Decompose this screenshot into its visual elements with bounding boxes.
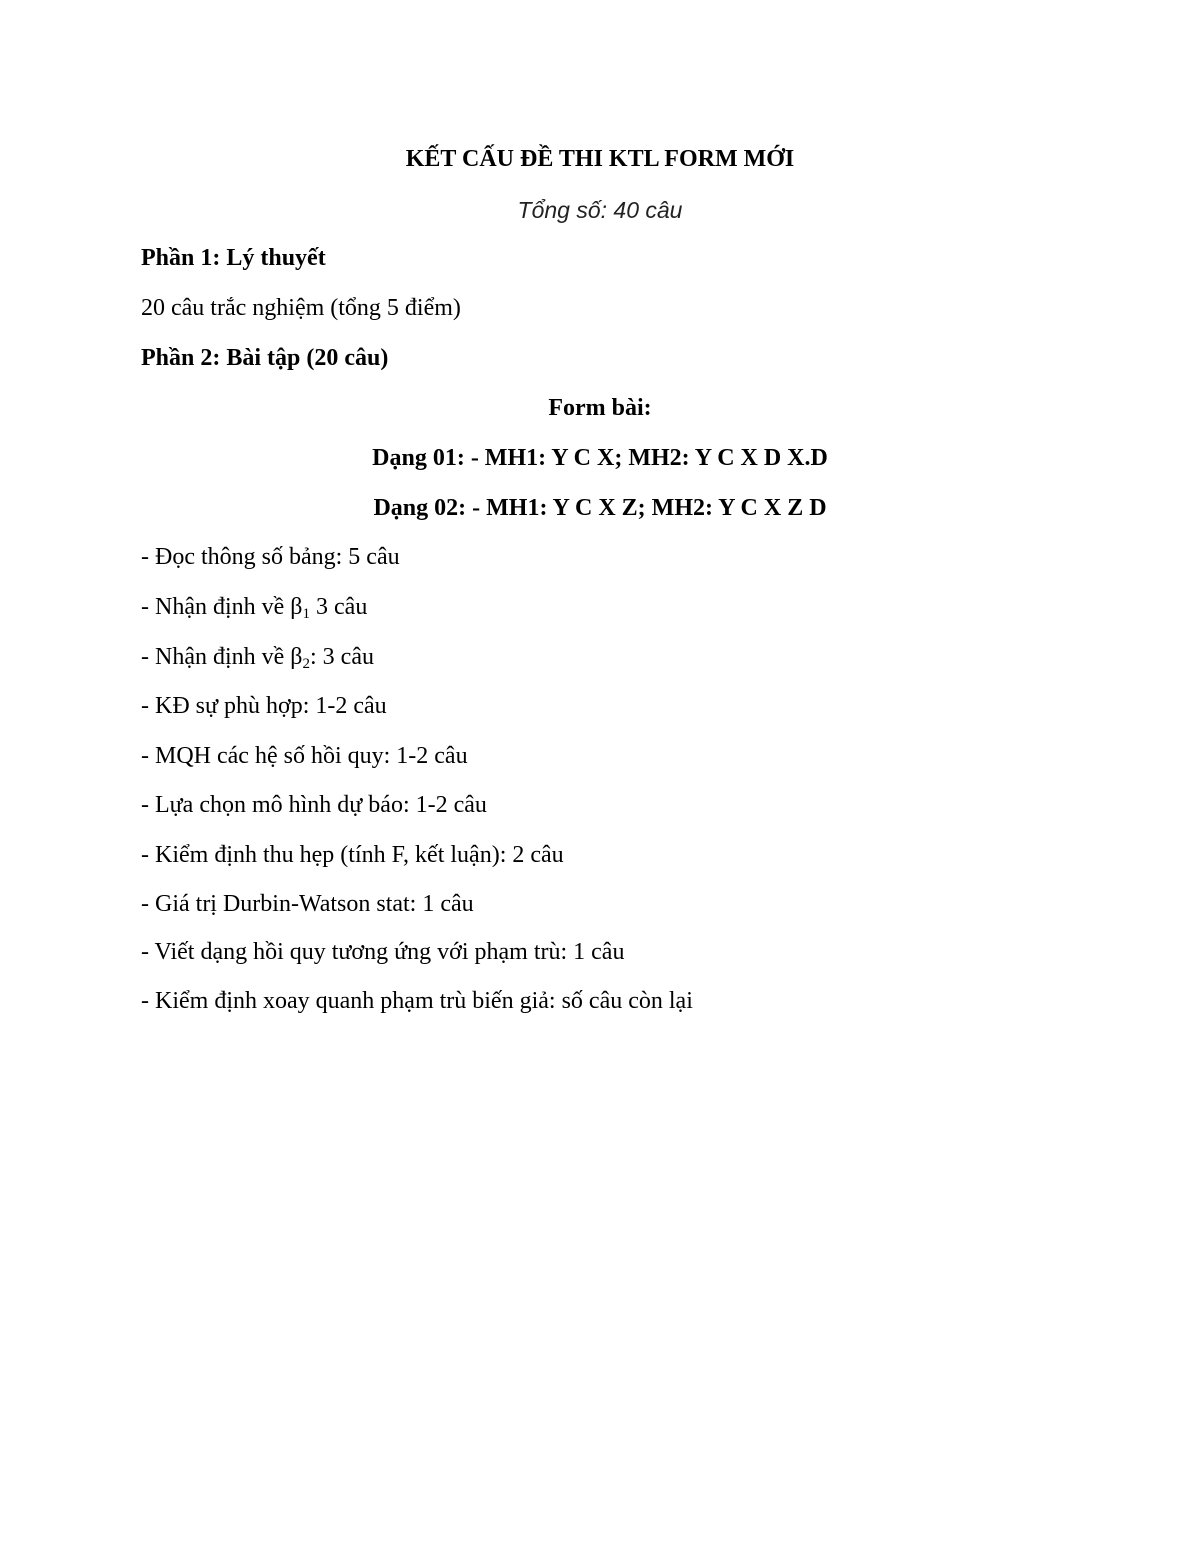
list-item-beta2 <box>141 642 374 672</box>
list-item-viet-dang: - Viết dạng hồi quy tương ứng với phạm trù: 1 câu <box>141 939 625 965</box>
beta1-subscript: 1 <box>302 606 311 622</box>
document-title: KẾT CẤU ĐỀ THI KTL FORM MỚI <box>405 146 795 172</box>
form-type-01: Dạng 01: - MH1: Y C X; MH2: Y C X D X.D <box>372 445 828 471</box>
part2-heading: Phần 2: Bài tập (20 câu) <box>141 345 389 371</box>
part1-description: 20 câu trắc nghiệm (tổng 5 điểm) <box>141 295 461 321</box>
beta2-subscript: 2 <box>302 656 311 672</box>
part1-heading: Phần 1: Lý thuyết <box>141 245 326 271</box>
list-item-beta1 <box>141 592 367 622</box>
list-item-xoay-quanh: - Kiểm định xoay quanh phạm trù biến giả: số câu còn lại <box>141 988 693 1014</box>
list-item-kd-phu-hop: - KĐ sự phù hợp: 1-2 câu <box>141 693 387 719</box>
beta2-suffix: : 3 câu <box>310 644 374 670</box>
form-type-02: Dạng 02: - MH1: Y C X Z; MH2: Y C X Z D <box>373 495 827 521</box>
beta1-prefix: - Nhận định về β <box>141 594 303 620</box>
list-item-mqh: - MQH các hệ số hồi quy: 1-2 câu <box>141 743 468 769</box>
form-heading: Form bài: <box>548 395 652 421</box>
list-item-kiem-dinh-thu-hep: - Kiểm định thu hẹp (tính F, kết luận): 2 câu <box>141 842 564 868</box>
beta2-prefix: - Nhận định về β <box>141 644 303 670</box>
total-questions: Tổng số: 40 câu <box>517 197 683 223</box>
list-item-doc-thong-so: - Đọc thông số bảng: 5 câu <box>141 544 400 570</box>
beta1-suffix: 3 câu <box>310 594 368 620</box>
list-item-lua-chon: - Lựa chọn mô hình dự báo: 1-2 câu <box>141 792 487 818</box>
list-item-durbin-watson: - Giá trị Durbin-Watson stat: 1 câu <box>141 891 474 917</box>
